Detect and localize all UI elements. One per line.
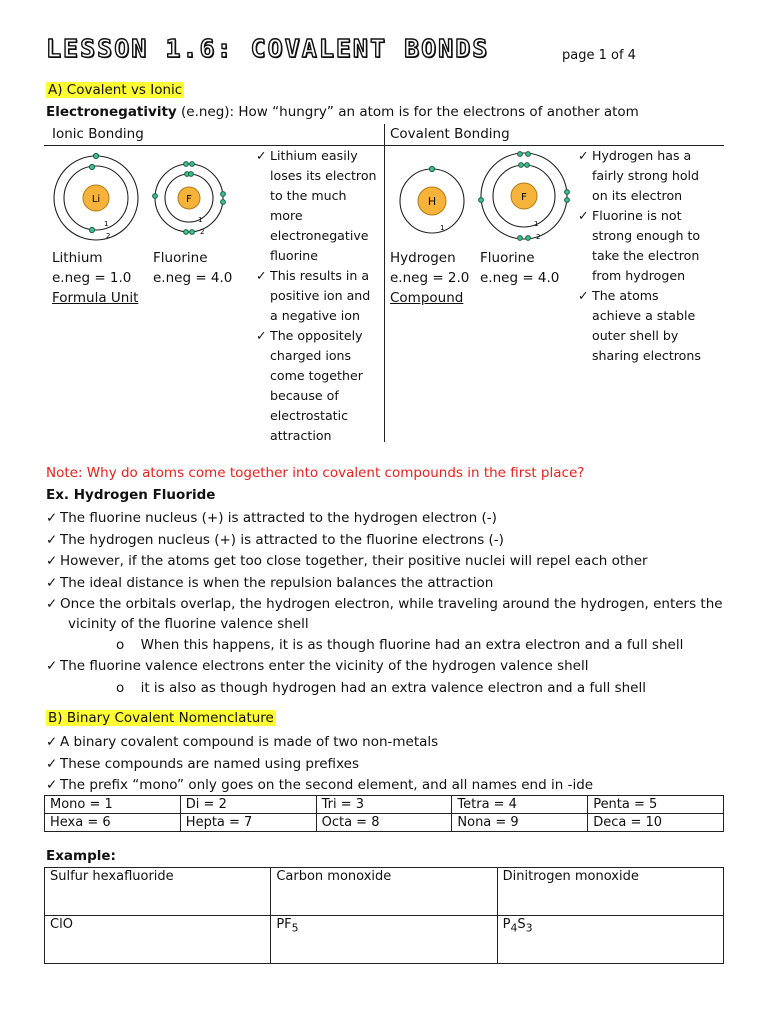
section-a-heading-text: A) Covalent vs Ionic [48, 82, 183, 98]
electron-dot [565, 198, 570, 203]
ionic-point: ✓ The oppositely charged ions come together because of electrostatic attraction [256, 326, 380, 446]
example-cell: ClO [45, 916, 271, 964]
page-number: page 1 of 4 [562, 48, 636, 63]
electron-dot [89, 227, 94, 232]
fluorine-eneg: e.neg = 4.0 [480, 270, 560, 286]
covalent-point: ✓ The atoms achieve a stable outer shell by sharing electrons [578, 286, 704, 366]
hydrogen-eneg: e.neg = 2.0 [390, 270, 470, 286]
ionic-point: ✓ This results in a positive ion and a negative ion [256, 266, 380, 326]
formula-subscript: 5 [291, 921, 299, 935]
covalent-atom-diagrams [394, 146, 576, 248]
ionic-atom-diagrams [46, 150, 256, 250]
electron-dot [518, 236, 523, 241]
fluorine-eneg: e.neg = 4.0 [153, 270, 233, 286]
electron-dot [525, 163, 530, 168]
ionic-point: ✓ Lithium easily loses its electron to the much more electronegative fluorine [256, 146, 380, 266]
prefix-row [45, 814, 724, 832]
fluorine-atom-diagram-covalent [479, 152, 570, 241]
fluorine-info-covalent [480, 248, 559, 288]
note-question: Note: Why do atoms come together into covalent compounds in the first place? [46, 465, 585, 481]
covalent-point: ✓ Fluorine is not strong enough to take the electron from hydrogen [578, 206, 704, 286]
section-a-heading [46, 82, 184, 98]
shell-label-2: 2 [200, 228, 205, 236]
covalent-heading: Covalent Bonding [390, 126, 510, 142]
nomenclature-point: ✓ These compounds are named using prefixes [46, 754, 746, 776]
hydrogen-name: Hydrogen [390, 250, 456, 266]
fluorine-symbol: F [186, 194, 192, 205]
note-point: ✓ The ideal distance is when the repulsion balances the attraction [46, 573, 756, 595]
prefix-cell: Mono = 1 [45, 796, 181, 814]
eneg-def: (e.neg): How “hungry” an atom is for the electrons of another atom [176, 104, 639, 120]
hydrogen-symbol: H [427, 195, 437, 208]
prefix-cell: Hepta = 7 [180, 814, 316, 832]
sub-bullet-text: it is also as though hydrogen had an extra valence electron and a full shell [140, 680, 646, 696]
covalent-type: Compound [390, 290, 464, 306]
lithium-info [52, 248, 138, 308]
electron-dot [526, 152, 531, 157]
example-row [45, 868, 724, 916]
example-row [45, 916, 724, 964]
shell-label-1: 1 [440, 224, 445, 232]
covalent-point: ✓ Hydrogen has a fairly strong hold on its electron [578, 146, 704, 206]
nomenclature-point: ✓ The prefix “mono” only goes on the second element, and all names end in -ide [46, 775, 746, 797]
fluorine-name: Fluorine [480, 250, 535, 266]
sub-bullet-2 [116, 680, 646, 696]
electron-dot [526, 236, 531, 241]
shell-label-1: 1 [198, 216, 203, 224]
shell-label-1: 1 [104, 220, 109, 228]
note-point: ✓ The fluorine nucleus (+) is attracted to the hydrogen electron (-) [46, 508, 756, 530]
electron-dot [221, 192, 226, 197]
prefix-cell: Deca = 10 [588, 814, 724, 832]
note-point: ✓ However, if the atoms get too close together, their positive nuclei will repel each other [46, 551, 756, 573]
prefix-cell: Penta = 5 [588, 796, 724, 814]
electron-dot [184, 162, 189, 167]
electron-dot [519, 163, 524, 168]
sub-bullet-marker: o [116, 680, 125, 696]
prefix-row [45, 796, 724, 814]
section-b-heading-text: B) Binary Covalent Nomenclature [48, 710, 274, 726]
lesson-title: LESSON 1.6: COVALENT BONDS [46, 34, 490, 63]
shell-label-2: 2 [536, 233, 541, 241]
electron-dot [189, 172, 194, 177]
lithium-atom-diagram [54, 153, 138, 240]
formula-part: P [502, 917, 511, 932]
formula-subscript: 3 [525, 921, 533, 935]
example-cell: Carbon monoxide [271, 868, 497, 916]
lithium-name: Lithium [52, 250, 103, 266]
electron-dot [479, 198, 484, 203]
note-points [46, 508, 756, 616]
lithium-eneg: e.neg = 1.0 [52, 270, 132, 286]
electron-dot [221, 200, 226, 205]
electron-dot [429, 166, 434, 171]
fluorine-name: Fluorine [153, 250, 208, 266]
electron-dot [93, 153, 98, 158]
electron-dot [153, 194, 158, 199]
prefix-table [44, 795, 724, 832]
electron-dot [89, 164, 94, 169]
comparison-divider [384, 124, 385, 442]
prefix-cell: Octa = 8 [316, 814, 452, 832]
eneg-term: Electronegativity [46, 104, 177, 120]
ionic-heading: Ionic Bonding [52, 126, 144, 142]
note-point: ✓ The hydrogen nucleus (+) is attracted to the fluorine electrons (-) [46, 530, 756, 552]
section-b-points [46, 732, 746, 797]
formula-subscript: 4 [510, 921, 518, 935]
sub-bullet-1 [116, 637, 683, 653]
section-b-heading [46, 710, 276, 726]
note-point-6 [46, 658, 756, 674]
sub-bullet-marker: o [116, 637, 125, 653]
note-point: ✓ Once the orbitals overlap, the hydrogen electron, while traveling around the hydrogen, enters the [46, 594, 756, 616]
electron-dot [190, 230, 195, 235]
electron-dot [565, 190, 570, 195]
prefix-cell: Hexa = 6 [45, 814, 181, 832]
electron-dot [184, 230, 189, 235]
note-point: ✓ The fluorine valence electrons enter the vicinity of the hydrogen valence shell [46, 658, 756, 674]
example-cell: Dinitrogen monoxide [497, 868, 723, 916]
electron-dot [518, 152, 523, 157]
prefix-cell: Nona = 9 [452, 814, 588, 832]
fluorine-atom-diagram-ionic [153, 162, 226, 236]
example-cell [271, 916, 497, 964]
example-table [44, 867, 724, 964]
lithium-symbol: Li [91, 194, 101, 205]
prefix-cell: Tri = 3 [316, 796, 452, 814]
prefix-cell: Di = 2 [180, 796, 316, 814]
example-cell: Sulfur hexafluoride [45, 868, 271, 916]
fluorine-symbol: F [521, 192, 527, 203]
nomenclature-point: ✓ A binary covalent compound is made of two non-metals [46, 732, 746, 754]
sub-bullet-text: When this happens, it is as though fluorine had an extra electron and a full shell [140, 637, 684, 653]
shell-label-1: 1 [534, 220, 539, 228]
ionic-points [256, 146, 380, 446]
hydrogen-info [390, 248, 469, 308]
example-heading: Ex. Hydrogen Fluoride [46, 487, 216, 503]
hydrogen-atom-diagram [400, 166, 464, 233]
formula-part: S [517, 917, 526, 932]
electron-dot [190, 162, 195, 167]
example-label: Example: [46, 848, 116, 864]
electronegativity-definition [46, 104, 746, 120]
fluorine-info-ionic [153, 248, 232, 288]
shell-label-2: 2 [106, 232, 111, 240]
example-cell [497, 916, 723, 964]
note-point-continuation: vicinity of the fluorine valence shell [68, 616, 309, 632]
covalent-points [578, 146, 704, 366]
formula-part: PF [276, 917, 292, 932]
ionic-type: Formula Unit [52, 290, 139, 306]
prefix-cell: Tetra = 4 [452, 796, 588, 814]
